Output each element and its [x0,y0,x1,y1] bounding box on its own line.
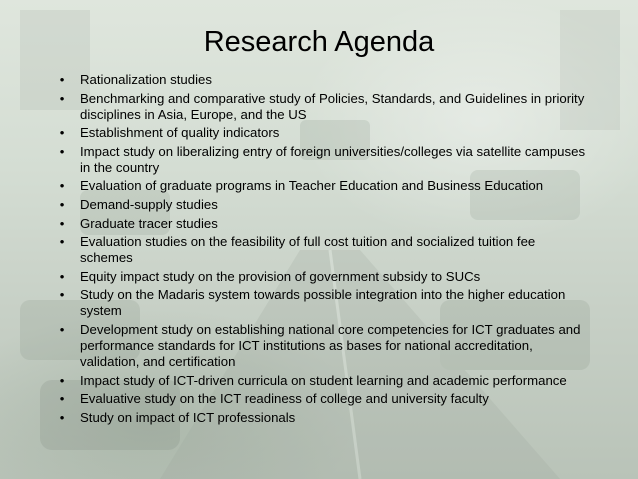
list-item [56,178,586,194]
bullet-icon: • [59,196,65,212]
list-item-text: Study on the Madaris system towards possible integration into the higher education system [80,287,566,319]
list-item [56,144,586,176]
bullet-icon: • [59,215,65,231]
bullet-icon: • [59,125,65,141]
list-item-text: Rationalization studies [80,72,212,87]
bullet-icon: • [59,409,65,425]
bullet-icon: • [59,391,65,407]
bullet-icon: • [59,90,65,106]
list-item [56,373,586,389]
list-item [56,322,586,370]
bullet-icon: • [59,143,65,159]
agenda-list [56,72,586,428]
bullet-icon: • [59,321,65,337]
list-item [56,216,586,232]
list-item [56,91,586,123]
list-item-text: Benchmarking and comparative study of Policies, Standards, and Guidelines in priority disciplines in Asia, Europe, and the US [80,90,585,122]
list-item-text: Demand-supply studies [80,196,218,212]
list-item-text: Evaluative study on the ICT readiness of college and university faculty [80,391,489,407]
slide-title: Research Agenda [203,26,435,58]
list-item [56,234,586,266]
list-item-text: Development study on establishing national core competencies for ICT graduates and performance standards for ICT institutions as bases for national accreditation, validation, and certification [80,321,581,369]
bullet-icon: • [59,268,65,284]
bullet-icon: • [59,287,65,303]
bullet-icon: • [59,372,65,388]
list-item-text: Equity impact study on the provision of government subsidy to SUCs [80,268,481,284]
list-item [56,197,586,213]
list-item [56,269,586,285]
list-item [56,410,586,426]
list-item [56,287,586,319]
list-item-text: Establishment of quality indicators [80,125,280,141]
bullet-icon: • [59,178,65,194]
list-item-text: Impact study of ICT-driven curricula on student learning and academic performance [80,372,567,388]
list-item-text: Graduate tracer studies [80,215,218,231]
list-item-text: Evaluation studies on the feasibility of full cost tuition and socialized tuition fee schemes [80,234,536,266]
list-item [56,72,586,88]
list-item [56,391,586,407]
list-item-text: Evaluation of graduate programs in Teacher Education and Business Education [80,178,544,194]
bullet-icon: • [59,234,65,250]
list-item [56,125,586,141]
bullet-icon: • [59,72,65,87]
list-item-text: Impact study on liberalizing entry of foreign universities/colleges via satellite campuses in the country [80,143,586,175]
list-item-text: Study on impact of ICT professionals [80,409,296,425]
